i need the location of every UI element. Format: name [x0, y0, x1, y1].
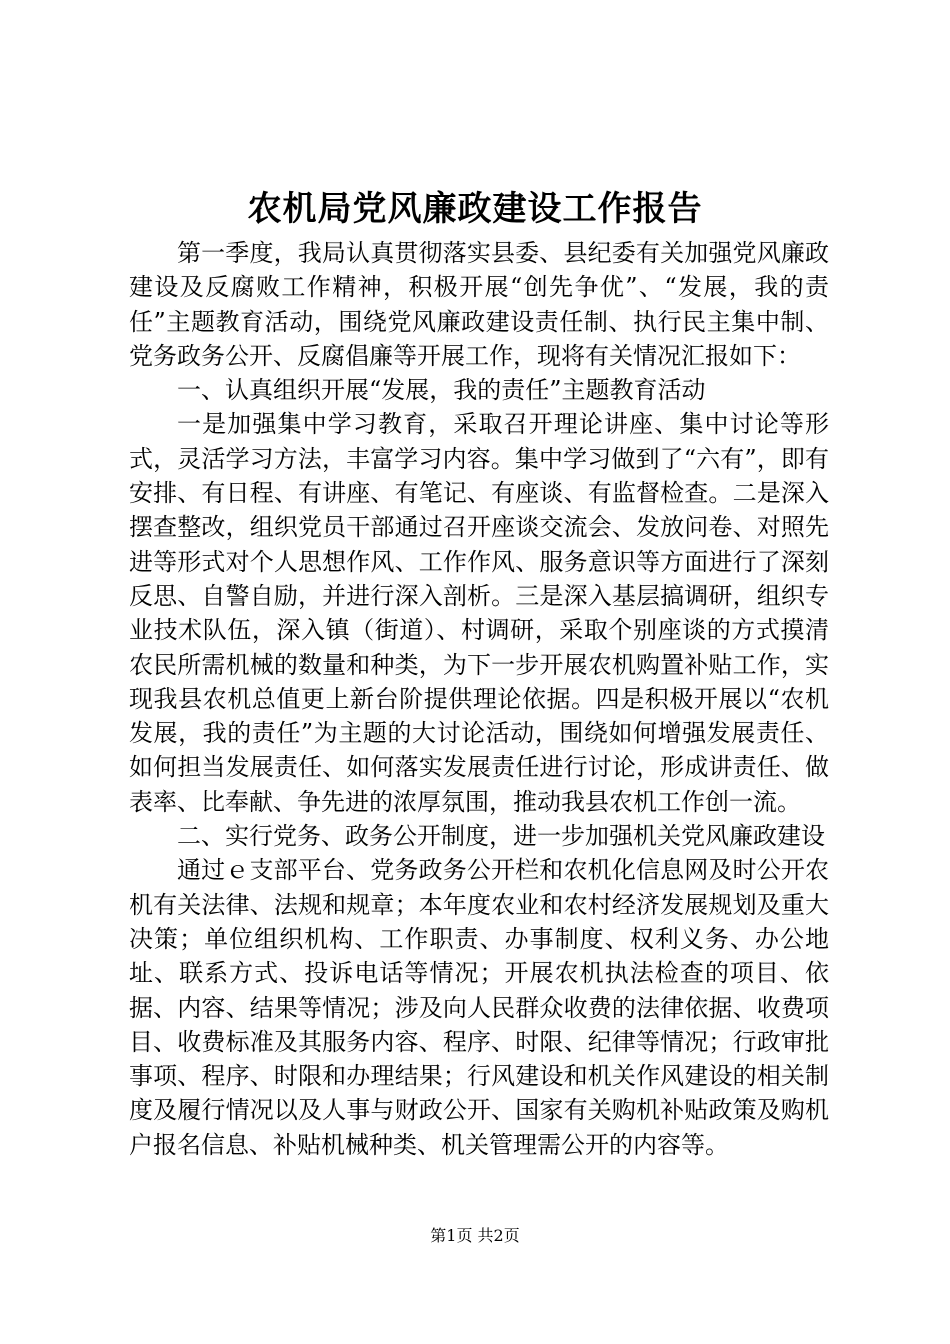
document-title: 农机局党风廉政建设工作报告	[247, 189, 703, 229]
section-1-paragraph: 一是加强集中学习教育，采取召开理论讲座、集中讨论等形式，灵活学习方法，丰富学习内容。集中学习做到了“六有”，即有安排、有日程、有讲座、有笔记、有座谈、有监督检查。二是深入摆查整改，组织党员干部通过召开座谈交流会、发放问卷、对照先进等形式对个人思想作风、工作作风、服务意识等方面进行了深刻反思、自警自励，并进行深入剖析。三是深入基层搞调研，组织专业技术队伍，深入镇（街道）、村调研，采取个别座谈的方式摸清农民所需机械的数量和种类，为下一步开展农机购置补贴工作，实现我县农机总值更上新台阶提供理论依据。四是积极开展以“农机发展，我的责任”为主题的大讨论活动，围绕如何增强发展责任、如何担当发展责任、如何落实发展责任进行讨论，形成讲责任、做表率、比奉献、争先进的浓厚氛围，推动我县农机工作创一流。	[129, 410, 829, 816]
page-footer: 第1页 共2页	[430, 1226, 520, 1245]
section-heading-2: 二、实行党务、政务公开制度，进一步加强机关党风廉政建设	[177, 822, 825, 851]
section-2-paragraph: 通过ｅ支部平台、党务政务公开栏和农机化信息网及时公开农机有关法律、法规和规章；本年度农业和农村经济发展规划及重大决策；单位组织机构、工作职责、办事制度、权利义务、办公地址、联系方式、投诉电话等情况；开展农机执法检查的项目、依据、内容、结果等情况；涉及向人民群众收费的法律依据、收费项目、收费标准及其服务内容、程序、时限、纪律等情况；行政审批事项、程序、时限和办理结果；行风建设和机关作风建设的相关制度及履行情况以及人事与财政公开、国家有关购机补贴政策及购机户报名信息、补贴机械种类、机关管理需公开的内容等。	[129, 856, 829, 1159]
document-body	[129, 236, 829, 1162]
section-heading-1: 一、认真组织开展“发展，我的责任”主题教育活动	[177, 376, 706, 405]
intro-paragraph: 第一季度，我局认真贯彻落实县委、县纪委有关加强党风廉政建设及反腐败工作精神，积极开展“创先争优”、“发展，我的责任”主题教育活动，围绕党风廉政建设责任制、执行民主集中制、党务政务公开、反腐倡廉等开展工作，现将有关情况汇报如下：	[129, 239, 829, 370]
